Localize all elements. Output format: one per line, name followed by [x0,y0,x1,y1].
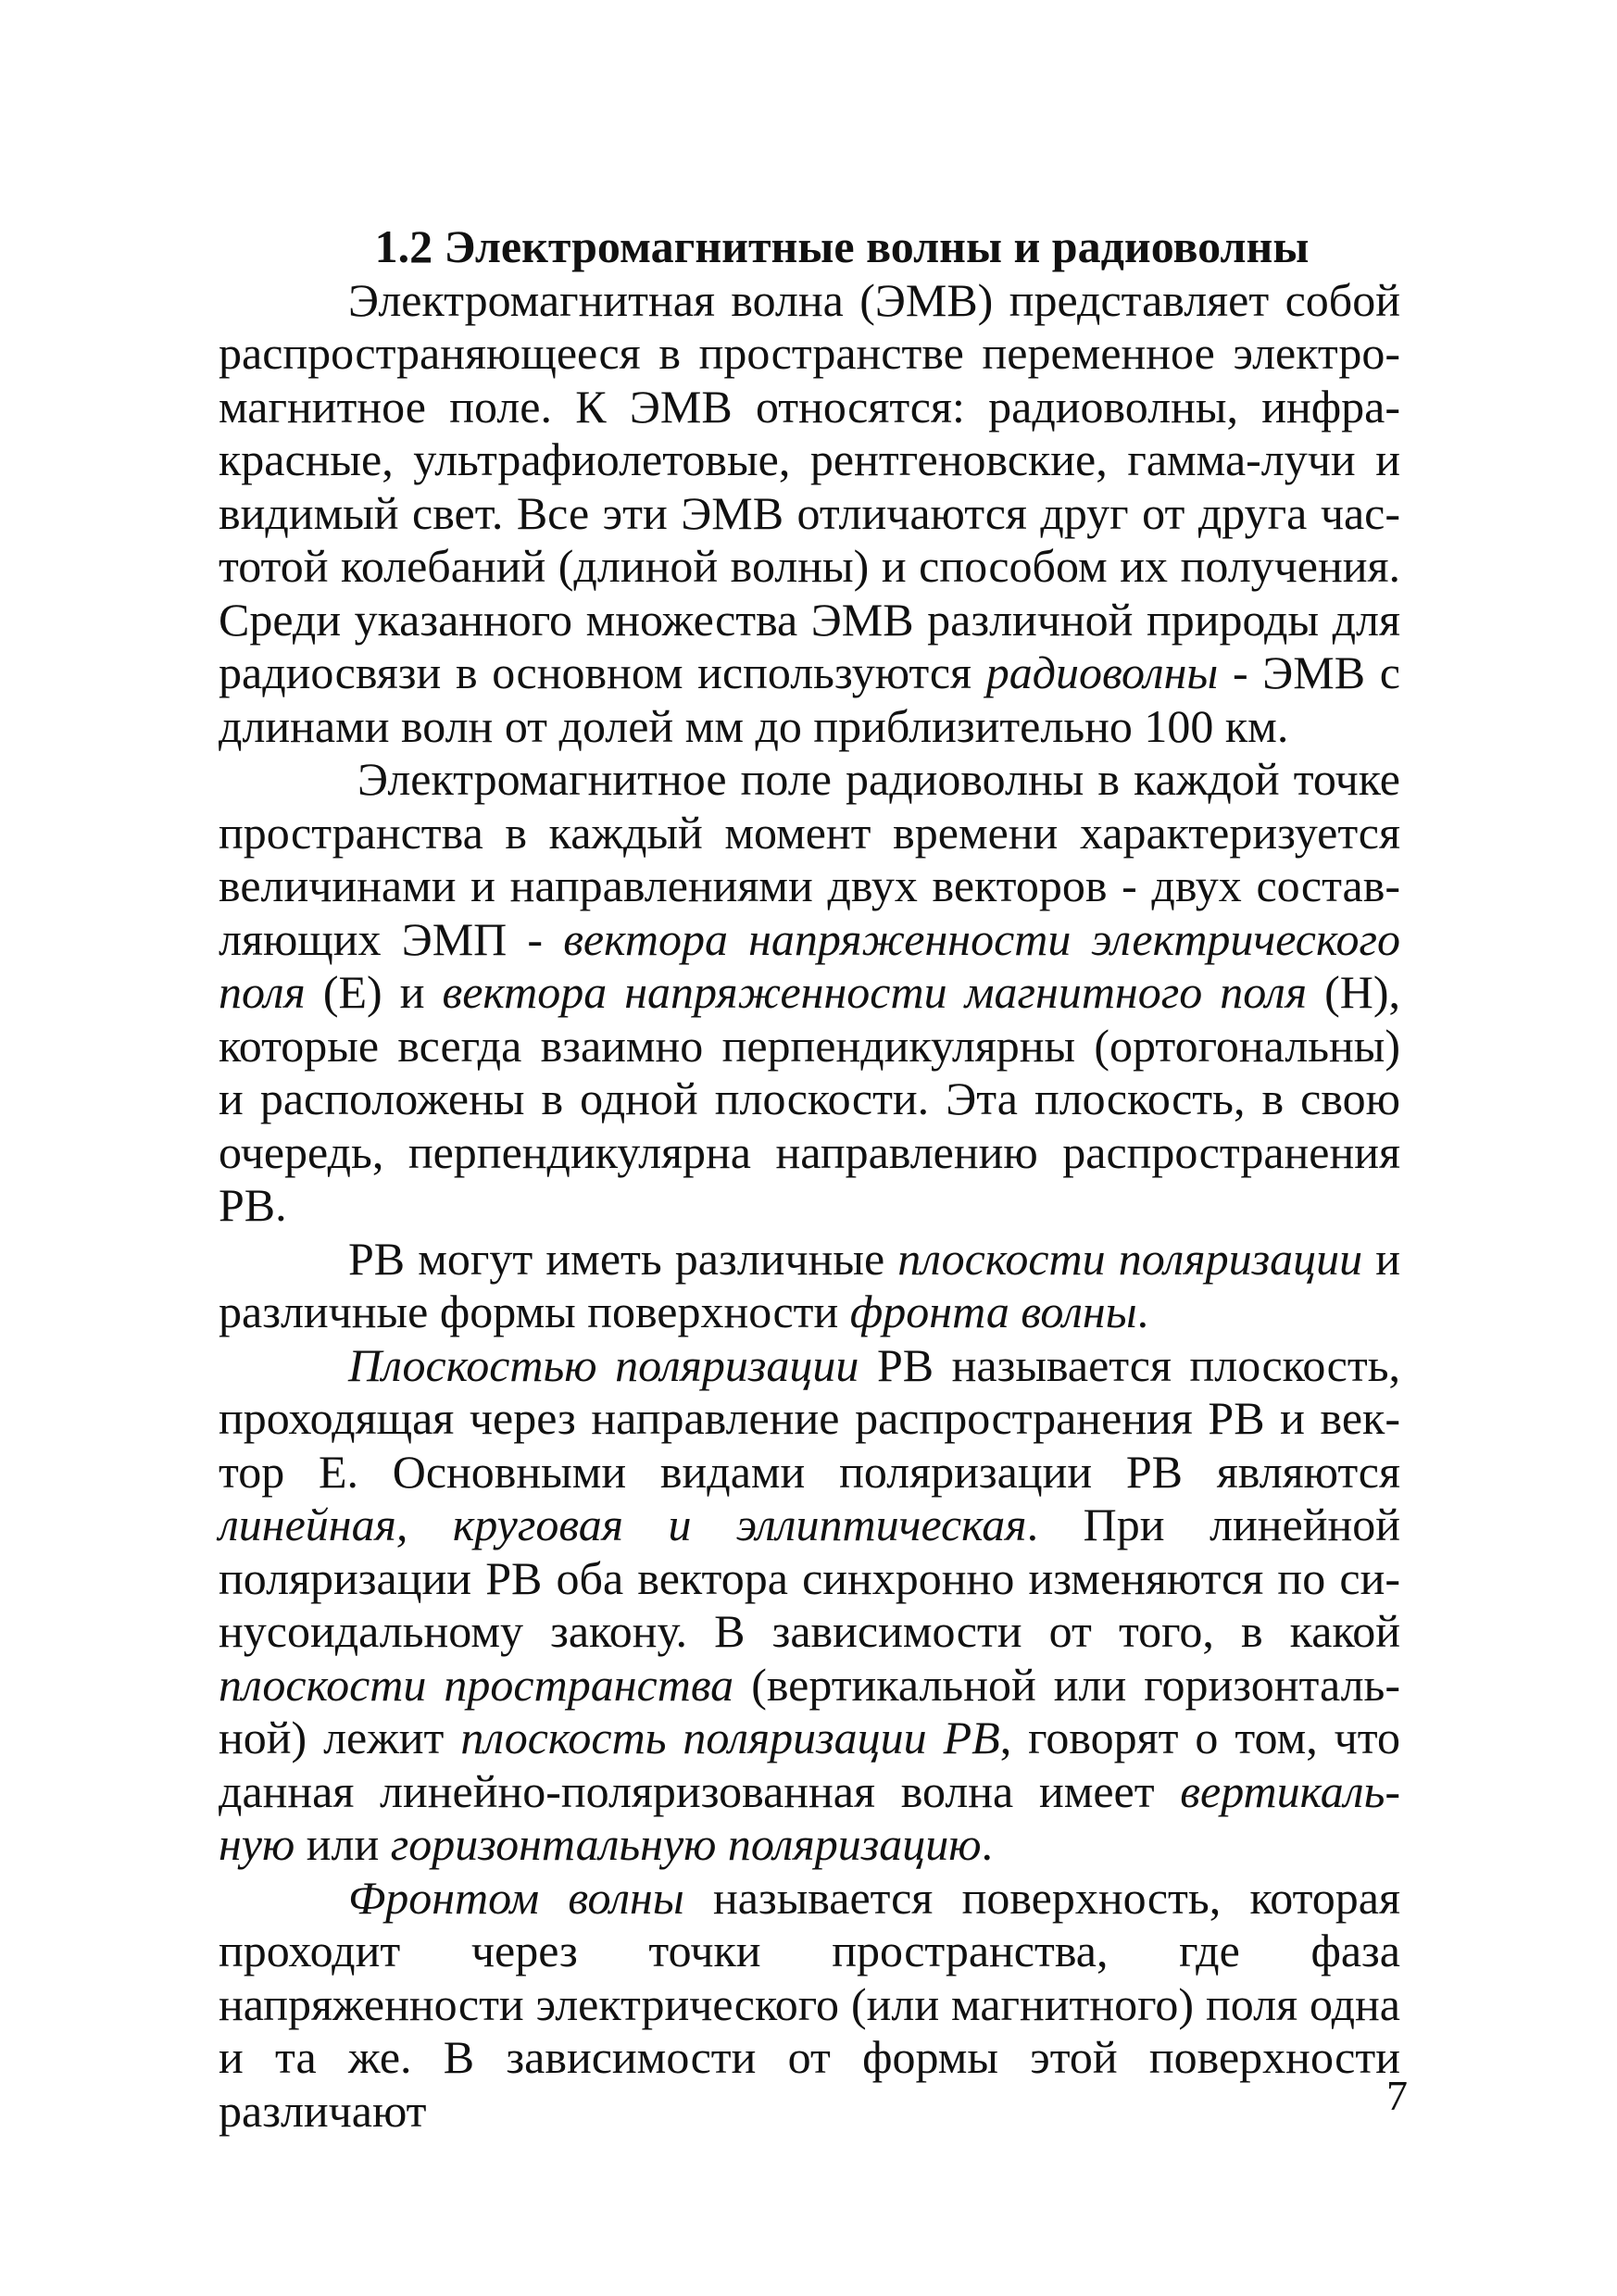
text-run: , говорят о том, что данная линейно-поляризованная волна имеет [219,1712,1400,1817]
text-run: Электромагнитная волна (ЭМВ) представляет собой распространяющееся в пространстве переменное электромагнитное поле. К ЭМВ относятся: радиоволны, инфракрасные, ультрафиолетовые, рентгеновские, гамма-лучи и видимый свет. Все эти ЭМВ отличаются друг от друга частотой колебаний (длиной волны) и способом их получения. Среди указанного множества ЭМВ различной природы для радиосвязи в основном используются [219,273,1400,698]
text-run: РВ называется плоскость, проходящая через направление распространения РВ и вектор Е. Основными видами поляризации РВ являются [219,1338,1400,1498]
text-run: . [1136,1286,1149,1337]
page-number: 7 [1386,2072,1408,2119]
text-run: (Н), которые всегда взаимно перпендикулярны (ортогональны) и расположены в одной плоскости. Эта плоскость, в свою очередь, перпендикулярна направлению распространения РВ. [219,966,1400,1231]
italic-term: горизонтальную поляризацию [390,1818,982,1870]
italic-term: вертикальную [219,1764,1400,1870]
italic-term: плоскости поляризации [897,1232,1363,1285]
paragraph-polarization-intro [219,1233,1400,1339]
italic-term: вектора напряженности магнитного поля [442,966,1308,1018]
italic-term: Плоскостью поляризации [348,1338,859,1391]
italic-term: фронта волны [849,1286,1137,1337]
text-run: (Е) и [305,966,443,1018]
paragraph-emw-definition [219,274,1400,754]
italic-term: плоскость поляризации РВ [460,1712,1000,1763]
section-title: 1.2 Электромагнитные волны и радиоволны [374,220,1310,272]
paragraph-wave-front [219,1872,1400,2139]
text-run: и различные формы поверхности [219,1232,1400,1337]
text-run: или [295,1818,391,1870]
paragraph-polarization-plane [219,1339,1400,1872]
text-run: . При линейной поляризации РВ оба вектора синхронно изменяются по синусоидальному закону. В зависимости от того, в какой [219,1499,1400,1657]
text-run: . [981,1818,993,1870]
italic-term: радиоволны [985,646,1219,698]
document-page [219,220,1400,2138]
text-run: называется поверхность, которая проходит через точки пространства, где фаза напряженности электрического (или магнитного) поля одна и та же. В зависимости от формы этой поверхности различают [219,1871,1400,2137]
text-run: Электромагнитное поле радиоволны в каждой точке пространства в каждый момент времени характеризуется величинами и направлениями двух векторов - двух составляющих ЭМП - [219,753,1400,965]
italic-term: вектора напряженности электрического поля [219,912,1400,1018]
paragraph-field-vectors [219,753,1400,1233]
italic-term: линейная, круговая и эллиптическая [219,1499,1027,1550]
italic-term: Фронтом волны [348,1871,684,1924]
italic-term: плоскости пространства [219,1658,734,1711]
text-run: (вертикальной или горизонтальной) лежит [219,1658,1400,1763]
text-run: - ЭМВ с длинами волн от долей мм до приблизительно 100 км. [219,646,1400,752]
text-run: РВ могут иметь различные [348,1232,898,1285]
